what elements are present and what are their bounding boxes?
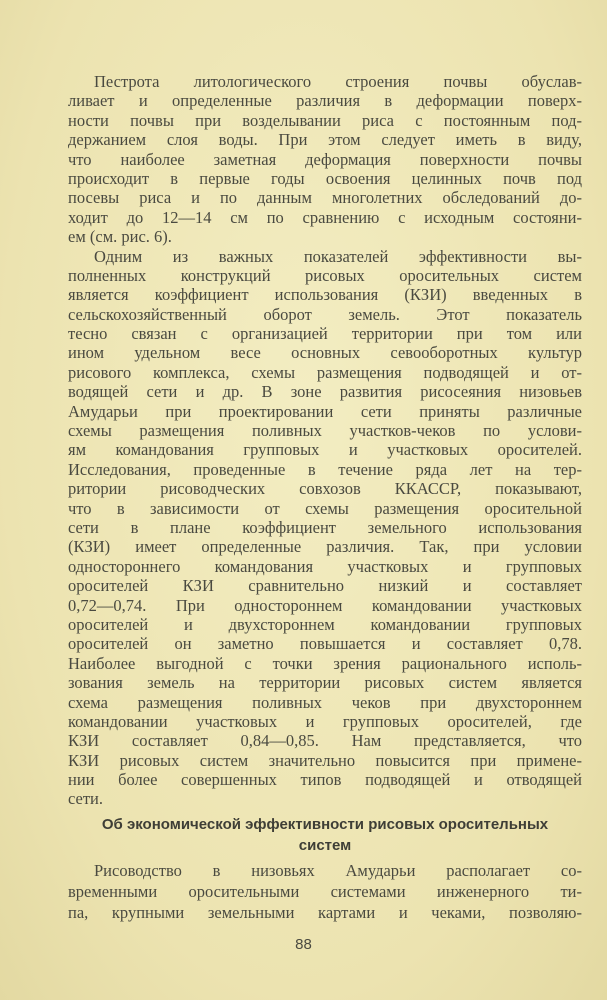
text-line: ности почвы при возделывании риса с постоянным под- [68, 110, 582, 130]
text-line: командовании участковых и групповых оросителей, где [68, 711, 582, 731]
section-heading-line: систем [298, 837, 352, 854]
section-heading [68, 814, 582, 856]
text-line: оросителей и двухстороннем командовании групповых [68, 614, 582, 634]
text-line: оросителей он заметно повышается и составляет 0,78. [68, 634, 582, 654]
text-line: (КЗИ) имеет определенные различия. Так, при условии [68, 537, 582, 557]
text-line: ям командования групповых и участковых оросителей. [68, 440, 582, 460]
text-line: нии более совершенных типов подводящей и отводящей [68, 770, 582, 790]
text-line: временными оросительными системами инженерного ти- [68, 882, 582, 901]
text-line: ритории рисоводческих совхозов ККАССР, показывают, [68, 479, 582, 499]
final-paragraph [68, 860, 582, 923]
page-number: 88 [295, 936, 312, 953]
text-line: происходит в первые годы освоения целинных почв под [68, 168, 582, 188]
paragraph-1 [68, 72, 582, 247]
text-line: 0,72—0,74. При одностороннем командовании участковых [68, 595, 582, 615]
text-line: ливает и определенные различия в деформации поверх- [68, 91, 582, 111]
text-line: схемы размещения поливных участков-чеков по услови- [68, 421, 582, 441]
text-line: посевы риса и по данным многолетних обследований до- [68, 188, 582, 208]
section-heading-line: Об экономической эффективности рисовых оросительных [101, 816, 549, 833]
paragraph-2 [68, 247, 582, 809]
text-line: Исследования, проведенные в течение ряда лет на тер- [68, 459, 582, 479]
text-line: что в зависимости от схемы размещения оросительной [68, 498, 582, 518]
text-line: рисового комплекса, схемы размещения подводящей и от- [68, 362, 582, 382]
text-line: Пестрота литологического строения почвы обуслав- [94, 72, 582, 91]
text-line: водящей сети и др. В зоне развития рисосеяния низовьев [68, 382, 582, 402]
text-line: является коэффициент использования (КЗИ) введенных в [68, 285, 582, 305]
text-line: Одним из важных показателей эффективности вы- [94, 246, 582, 266]
text-line: Рисоводство в низовьях Амударьи располагает со- [94, 861, 582, 880]
text-line: сети. [68, 789, 104, 809]
text-line: схема размещения поливных чеков при двухстороннем [68, 692, 582, 712]
text-line: зования земель на территории рисовых систем является [68, 673, 582, 693]
text-line: сети в плане коэффициент земельного использования [68, 517, 582, 537]
text-line: КЗИ рисовых систем значительно повысится при примене- [68, 750, 582, 770]
text-line: сельскохозяйственный оборот земель. Этот показатель [68, 304, 582, 324]
text-line: ем (см. рис. 6). [68, 227, 172, 247]
text-line: тесно связан с организацией территории при том или [68, 324, 582, 344]
text-line: Наиболее выгодной с точки зрения рационального исполь- [68, 653, 582, 673]
text-line: КЗИ составляет 0,84—0,85. Нам представляется, что [68, 731, 582, 751]
text-line: ином удельном весе основных севооборотных культур [68, 343, 582, 363]
text-line: держанием слоя воды. При этом следует иметь в виду, [68, 130, 582, 150]
text-line: оросителей КЗИ сравнительно низкий и составляет [68, 576, 582, 596]
text-line: что наиболее заметная деформация поверхности почвы [68, 149, 582, 169]
text-line: одностороннего командования участковых и групповых [68, 556, 582, 576]
text-line: полненных конструкций рисовых оросительных систем [68, 265, 582, 285]
text-line: па, крупными земельными картами и чеками, позволяю- [68, 903, 582, 922]
text-line: Амударьи при проектировании сети приняты различные [68, 401, 582, 421]
text-line: ходит до 12—14 см по сравнению с исходным состояни- [68, 207, 582, 227]
body-text [68, 72, 582, 809]
